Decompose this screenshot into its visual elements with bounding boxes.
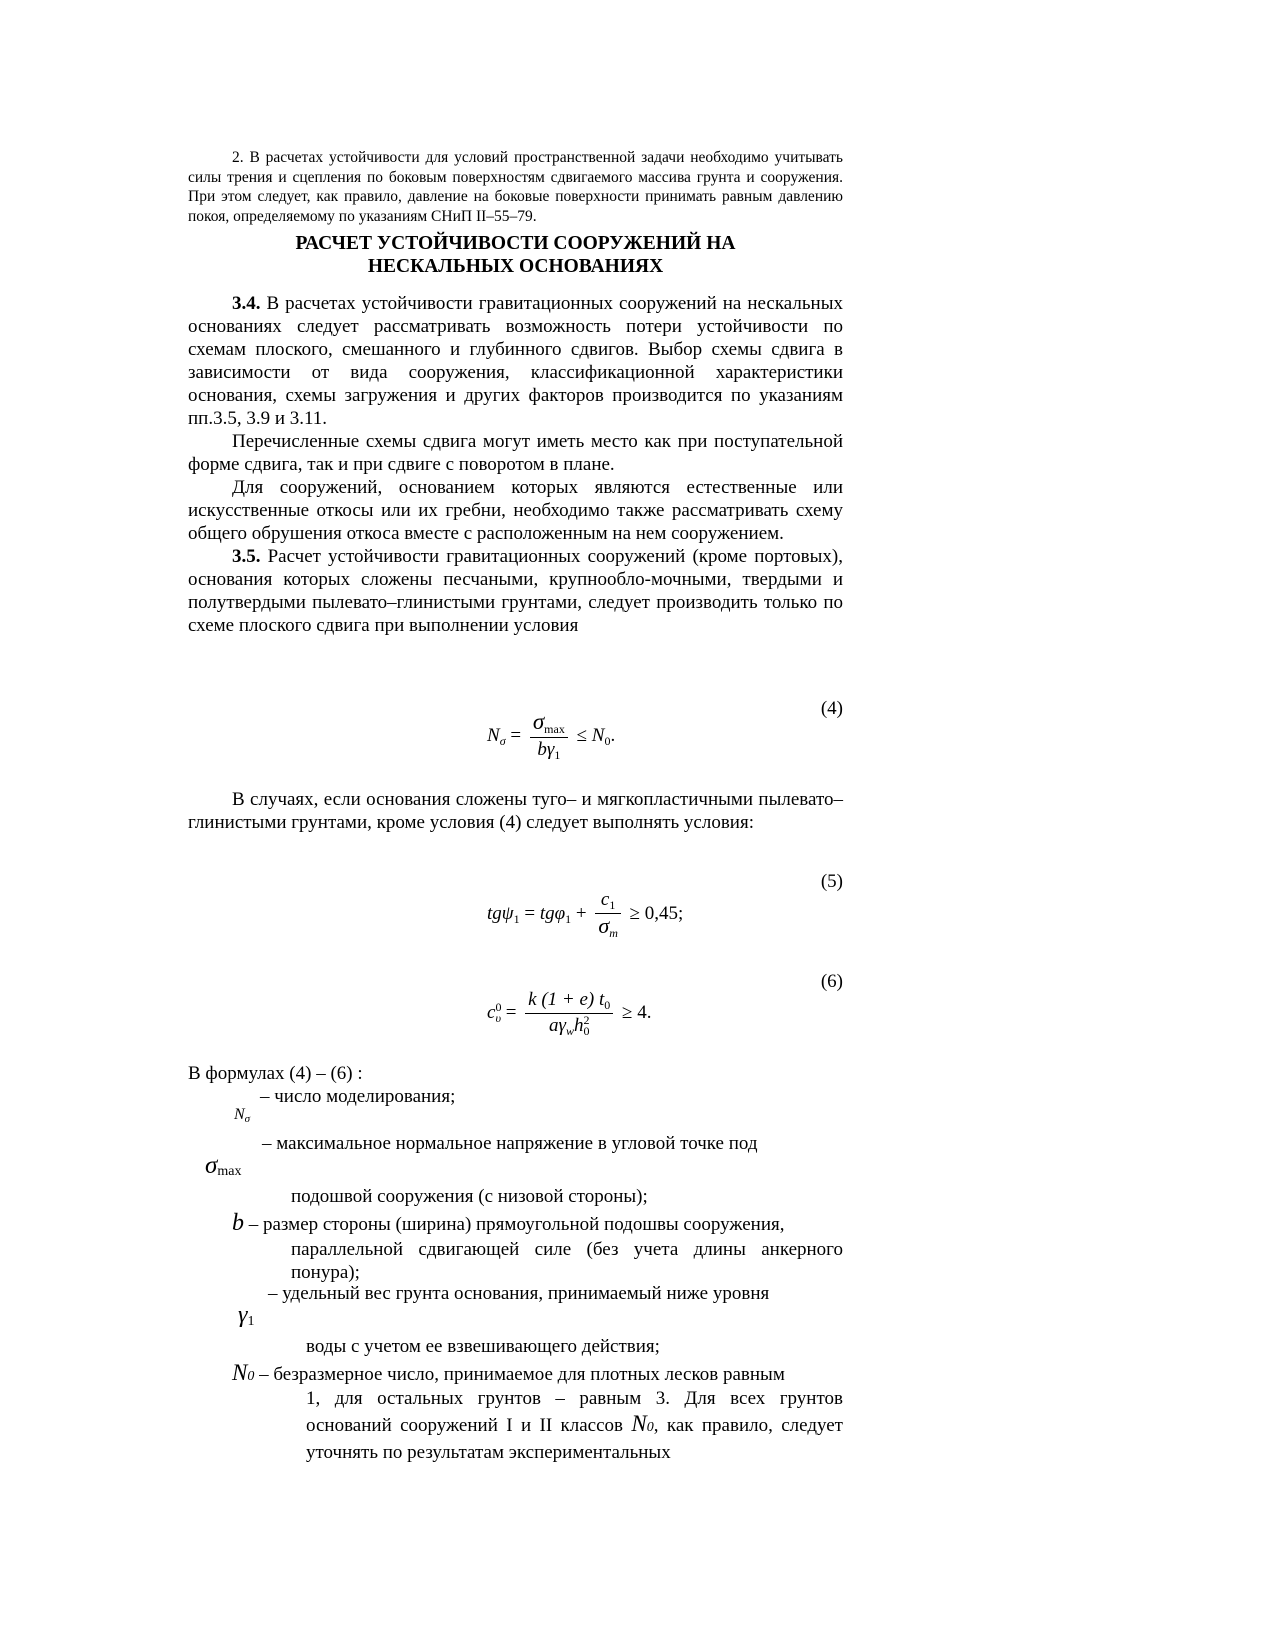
def-N0-inline-symbol: N (631, 1411, 647, 1436)
formula-4-gamma-sub: 1 (554, 748, 561, 762)
def-gamma-symbol (238, 1302, 254, 1329)
def-b-text-1: – размер стороны (ширина) прямоугольной подошвы сооружения, (244, 1214, 785, 1235)
formula-5-psi-sub: 1 (513, 911, 520, 926)
paragraph-3-5 (188, 545, 843, 637)
def-Nsigma-sub: σ (244, 1113, 251, 1125)
formula-4-N0-sub: 0 (604, 733, 611, 748)
formula-6-h-sub: 0 (583, 1024, 590, 1038)
def-gamma-char: γ (238, 1302, 248, 1328)
formula-5-c: c (600, 889, 610, 910)
formula-5-phi-sub: 1 (565, 911, 572, 926)
formula-5-phi: φ (554, 902, 566, 924)
paragraph-3-4 (188, 292, 843, 430)
def-Nsigma-text: – число моделирования; (260, 1086, 456, 1107)
clause-number-3-4: 3.4. (232, 293, 261, 314)
formula-5-c-sub: 1 (609, 898, 616, 912)
def-gamma-text-1: – удельный вес грунта основания, принимаемый ниже уровня (268, 1283, 770, 1304)
formula-4-dot: . (610, 724, 616, 746)
def-sigma-text-1: – максимальное нормальное напряжение в угловой точке под (262, 1133, 758, 1154)
section-heading (188, 232, 843, 278)
formula-6-c: c (487, 1001, 496, 1023)
formula-6-h-sup: 2 (583, 1013, 590, 1027)
formula-4-sigma-sub: σ (499, 733, 506, 748)
paragraph-3-4-text: В расчетах устойчивости гравитационных сооружений на нескальных основаниях следует рассматривать возможность потери устойчивости по схемам плоского, смешанного и глубинного сдвигов. Выбор схемы сдвига в зависимости от вида сооружения, классификационной характеристики основания, схемы загружения и других факторов производится по указаниям пп.3.5, 3.9 и 3.11. (188, 293, 843, 429)
formula-5-sigma: σ (598, 913, 610, 938)
paragraph-plastic-soils: В случаях, если основания сложены туго– и мягкопластичными пылевато–глинистыми грунтами, кроме условия (4) следует выполнять условия: (188, 789, 843, 833)
formula-5-tg1: tg (487, 902, 502, 924)
heading-line-2: НЕСКАЛЬНЫХ ОСНОВАНИЯХ (367, 256, 664, 277)
formula-5-tg2: tg (539, 902, 555, 924)
body-text (188, 292, 843, 637)
formula-5-tail: ≥ 0,45; (629, 902, 684, 924)
formula-5 (487, 888, 683, 941)
def-gamma-sub: 1 (247, 1314, 255, 1329)
def-b-symbol: b (232, 1210, 244, 1236)
paragraph-slopes: Для сооружений, основанием которых являются естественные или искусственные откосы или их гребни, необходимо также рассматривать схему общего обрушения откоса вместе с расположенным на нем сооружением. (188, 477, 843, 544)
def-sigma-sub: max (217, 1164, 242, 1179)
formula-4 (487, 710, 615, 763)
def-N0-text-1: – безразмерное число, принимаемое для плотных лесков равным (254, 1364, 785, 1385)
formula-6-gamma-sub: w (565, 1024, 574, 1038)
formula-4-fraction (530, 710, 568, 763)
def-b-line-1 (232, 1212, 843, 1236)
formula-4-N: N (487, 724, 500, 746)
formula-6-fraction (525, 988, 613, 1039)
equation-number-6: (6) (820, 971, 843, 992)
formula-4-leq: ≤ (576, 724, 588, 746)
def-N0-symbol: N (232, 1360, 248, 1385)
formula-4-sigma: σ (532, 709, 545, 734)
formula-6-c-sub: υ (495, 1010, 501, 1025)
formula-6-a: a (548, 1015, 559, 1036)
formula-6-c-sup: 0 (495, 999, 502, 1014)
heading-line-1: РАСЧЕТ УСТОЙЧИВОСТИ СООРУЖЕНИЙ НА (295, 233, 736, 254)
definitions-intro: В формулах (4) – (6) : (188, 1063, 363, 1084)
formula-4-max: max (544, 722, 565, 736)
formula-5-fraction (595, 888, 621, 941)
formula-4-b: b (537, 739, 547, 760)
formula-5-sigma-sub: m (609, 926, 618, 940)
formula-6-t-sub: 0 (604, 998, 611, 1012)
paragraph-3-5-text: Расчет устойчивости гравитационных сооружений (кроме портовых), основания которых сложены песчаными, крупнообло-мочными, твердыми и полутвердыми пылевато–глинистыми грунтами, следует производить только по схеме плоского сдвига при выполнении условия (188, 546, 843, 636)
equation-number-4: (4) (820, 698, 843, 719)
formula-6 (487, 988, 651, 1039)
clause-number-3-5: 3.5. (232, 546, 261, 567)
formula-6-eq: = (505, 1001, 517, 1023)
def-N0-sub: 0 (247, 1369, 255, 1384)
def-N0-text-2a: 1, для остальных грунтов – равным 3. Для всех грунтов оснований сооружений I и II классов (306, 1388, 843, 1436)
def-gamma-text-2: воды с учетом ее взвешивающего действия; (306, 1336, 660, 1357)
formula-4-gamma: γ (546, 739, 555, 760)
def-N0-line-1 (232, 1361, 843, 1388)
def-Nsigma-symbol (234, 1106, 250, 1124)
def-N0-text-2b: , как правило, следует уточнять по результатам экспериментальных (306, 1415, 843, 1463)
def-N0-text-2 (306, 1386, 843, 1465)
formula-6-gamma: γ (558, 1015, 566, 1036)
def-b-text-2: параллельной сдвигающей силе (без учета длины анкерного понура); (291, 1239, 843, 1283)
formula-6-tail: ≥ 4. (622, 1001, 652, 1023)
def-sigma-text-2: подошвой сооружения (с низовой стороны); (291, 1186, 648, 1207)
def-sigma-symbol (205, 1152, 241, 1180)
formula-6-numerator: k (1 + e) t (528, 989, 605, 1010)
def-N0-inline-sub: 0 (646, 1420, 654, 1435)
def-Nsigma-N: N (234, 1106, 245, 1123)
equation-number-5: (5) (820, 871, 843, 892)
formula-5-eq: = (524, 902, 536, 924)
formula-5-psi: ψ (501, 902, 514, 924)
formula-5-plus: + (575, 902, 587, 924)
formula-6-h: h (573, 1015, 584, 1036)
paragraph-shift-forms: Перечисленные схемы сдвига могут иметь место как при поступательной форме сдвига, так и при сдвиге с поворотом в плане. (188, 431, 843, 475)
formula-4-N0: N (591, 724, 605, 746)
note-paragraph: 2. В расчетах устойчивости для условий пространственной задачи необходимо учитывать силы трения и сцепления по боковым поверхностям сдвигаемого массива грунта и сооружения. При этом следует, как правило, давление на боковые поверхности принимать равным давлению покоя, определяемому по указаниям СНиП II–55–79. (188, 149, 843, 225)
formula-4-eq: = (510, 724, 522, 746)
def-sigma-char: σ (205, 1152, 218, 1179)
